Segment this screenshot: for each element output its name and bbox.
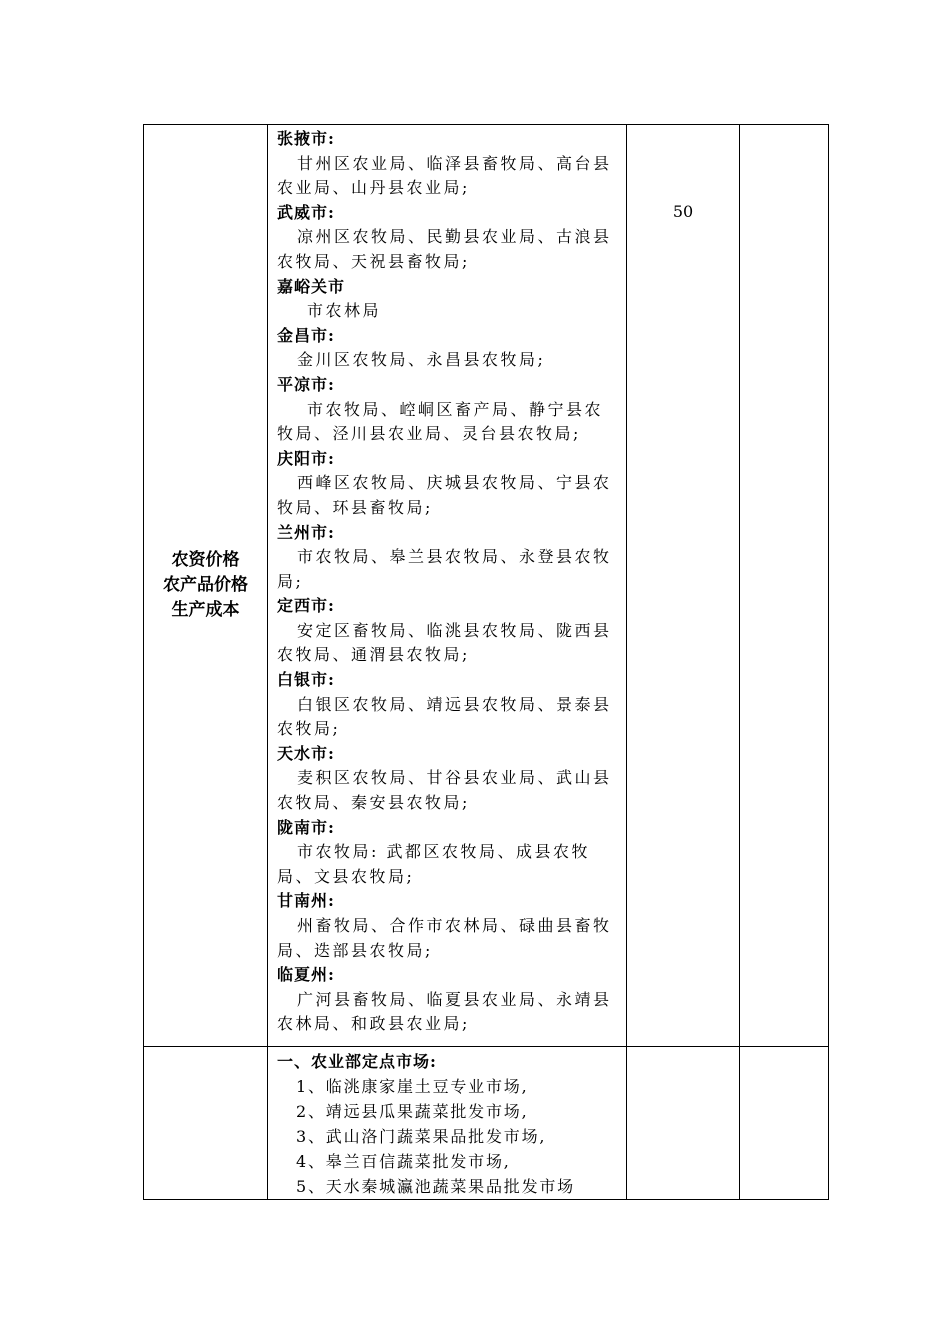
city-entry [277, 742, 618, 816]
city-units: 安定区畜牧局、临洮县农牧局、陇西县农牧局、通渭县农牧局; [277, 620, 612, 665]
city-units: 金川区农牧局、永昌县农牧局; [297, 350, 546, 370]
city-units: 白银区农牧局、靖远县农牧局、景泰县农牧局; [277, 694, 612, 739]
city-units: 市农林局 [307, 301, 382, 321]
city-units: 广河县畜牧局、临夏县农业局、永靖县农林局、和政县农业局; [277, 989, 612, 1034]
markets-cell [268, 1047, 627, 1200]
quantity-cell: 50 [627, 125, 740, 1047]
table-row [144, 125, 829, 1047]
monitoring-points-table [143, 124, 829, 1200]
category-cell [144, 125, 268, 1047]
city-entry [277, 963, 618, 1037]
city-units: 麦积区农牧局、甘谷县农业局、武山县农牧局、秦安县农牧局; [277, 768, 612, 813]
city-entry [277, 127, 618, 201]
remarks-cell [740, 125, 829, 1047]
market-item: 5、天水秦城瀛池蔬菜果品批发市场 [296, 1177, 575, 1196]
city-entry [277, 594, 618, 668]
city-units: 甘州区农业局、临泽县畜牧局、高台县农业局、山丹县农业局; [277, 153, 612, 198]
city-name: 临夏州: [277, 965, 335, 985]
city-units: 州畜牧局、合作市农林局、碌曲县畜牧局、迭部县农牧局; [277, 916, 612, 960]
city-units: 凉州区农牧局、民勤县农业局、古浪县农牧局、天祝县畜牧局; [277, 227, 612, 271]
city-name: 定西市: [277, 596, 335, 616]
city-units: 市农牧局: 武都区农牧局、成县农牧局、文县农牧局; [277, 842, 590, 886]
market-item: 3、武山洛门蔬菜果品批发市场, [296, 1127, 547, 1146]
city-units: 市农牧局、崆峒区畜产局、静宁县农牧局、泾川县农业局、灵台县农牧局; [277, 399, 604, 444]
city-entry [277, 324, 618, 373]
category-line: 生产成本 [171, 600, 240, 620]
quantity-cell [627, 1047, 740, 1200]
city-entry [277, 889, 618, 963]
city-entry [277, 275, 618, 324]
city-entry [277, 201, 618, 275]
units-cell [268, 125, 627, 1047]
markets-heading: 一、农业部定点市场: [277, 1052, 437, 1071]
city-name: 天水市: [277, 743, 335, 763]
city-units: 市农牧局、皋兰县农牧局、永登县农牧局; [277, 547, 612, 591]
city-name: 白银市: [277, 670, 335, 690]
city-name: 甘南州: [277, 891, 335, 911]
category-line: 农资价格 [171, 550, 240, 570]
city-name: 陇南市: [277, 817, 335, 837]
city-name: 平凉市: [277, 374, 335, 394]
remarks-cell [740, 1047, 829, 1200]
category-cell [144, 1047, 268, 1200]
market-item: 1、临洮康家崖土豆专业市场, [296, 1077, 529, 1096]
city-entry [277, 816, 618, 890]
market-item: 2、靖远县瓜果蔬菜批发市场, [296, 1102, 529, 1121]
city-name: 金昌市: [277, 325, 335, 345]
category-line: 农产品价格 [163, 575, 248, 595]
city-entry [277, 447, 618, 521]
market-item: 4、皋兰百信蔬菜批发市场, [296, 1152, 511, 1171]
city-name: 嘉峪关市 [277, 276, 346, 296]
table-row [144, 1047, 829, 1200]
city-name: 张掖市: [277, 129, 335, 148]
city-units: 西峰区农牧局、庆城县农牧局、宁县农牧局、环县畜牧局; [277, 473, 612, 517]
city-entry [277, 521, 618, 595]
city-entry [277, 373, 618, 447]
city-name: 庆阳市: [277, 448, 335, 468]
city-name: 武威市: [277, 202, 335, 222]
city-entry [277, 668, 618, 742]
city-name: 兰州市: [277, 522, 335, 542]
